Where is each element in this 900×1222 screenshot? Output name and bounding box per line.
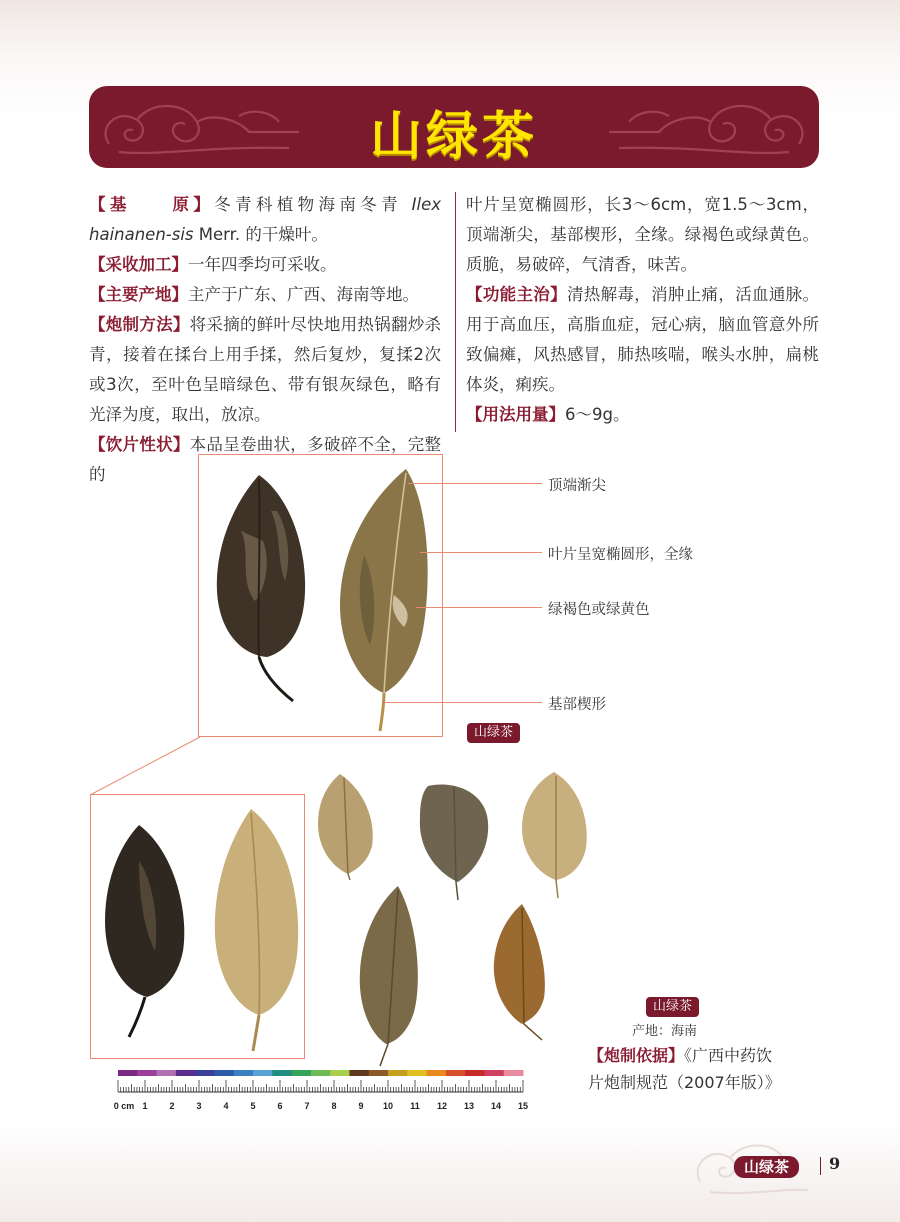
ruler-color-swatch: [176, 1070, 196, 1076]
process-label: 【炮制方法】: [89, 315, 190, 334]
ruler-color-swatch: [234, 1070, 254, 1076]
ruler-color-swatch: [349, 1070, 369, 1076]
ruler-color-swatch: [407, 1070, 427, 1076]
ruler-color-swatch: [214, 1070, 234, 1076]
ruler-tick-label: 4: [223, 1101, 229, 1111]
ruler-color-swatch: [465, 1070, 485, 1076]
ruler-color-swatch: [195, 1070, 215, 1076]
origin-text-a: 冬青科植物海南冬青: [214, 195, 403, 214]
ruler-color-swatch: [272, 1070, 292, 1076]
callout-line-base: [384, 702, 542, 703]
slice-continued: 叶片呈宽椭圆形，长3～6cm，宽1.5～3cm，顶端渐尖，基部楔形，全缘。绿褐色或绿黄色。质脆，易破碎，气清香，味苦。: [466, 195, 819, 274]
ruler-color-swatch: [118, 1070, 138, 1076]
region-label: 【主要产地】: [89, 285, 188, 304]
ruler-tick-label: 6: [277, 1101, 283, 1111]
slice-label: 【饮片性状】: [89, 435, 190, 454]
callout-tip: 顶端渐尖: [548, 478, 606, 494]
ruler-tick-label: 5: [250, 1101, 256, 1111]
ruler-tick-label: 2: [169, 1101, 175, 1111]
footer-title-tag: 山绿茶: [734, 1156, 799, 1178]
ruler-color-swatch: [157, 1070, 177, 1076]
ruler-color-swatch: [330, 1070, 350, 1076]
text-column-left: [89, 190, 441, 490]
ruler-tick-label: 10: [382, 1101, 394, 1111]
ruler-tick-label: 1: [142, 1101, 148, 1111]
harvest-paragraph: [89, 250, 441, 280]
page-number: 9: [829, 1154, 841, 1173]
slice-text-a: 本品呈卷曲状，多破碎不全，完整的: [89, 435, 442, 484]
text-column-right: [466, 190, 819, 430]
callout-line-tip: [408, 483, 542, 484]
dosage-paragraph: [466, 400, 819, 430]
scattered-leaf-2-image: [414, 778, 494, 904]
title-banner: [89, 86, 819, 168]
process-text: 将采摘的鲜叶尽快地用热锅翻炒杀青，接着在揉台上用手揉，然后复炒，复揉2次或3次，至叶色呈暗绿色、带有银灰绿色，略有光泽为度，取出，放凉。: [89, 315, 442, 424]
scattered-leaf-1-image: [316, 770, 378, 882]
ruler-color-swatch: [446, 1070, 466, 1076]
light-leaf-image: [334, 465, 434, 735]
callout-color: 绿褐色或绿黄色: [548, 602, 650, 618]
ruler-tick-label: 12: [436, 1101, 448, 1111]
harvest-text: 一年四季均可采收。: [188, 255, 337, 274]
photo-tag: 山绿茶: [467, 723, 520, 743]
basis-text: 《广西中药饮片炮制规范（2007年版）》: [588, 1046, 781, 1092]
harvest-label: 【采收加工】: [89, 255, 188, 274]
ruler-tick-label: 0 cm: [113, 1101, 135, 1111]
callout-line-shape: [420, 552, 542, 553]
ruler-tick-label: 15: [517, 1101, 529, 1111]
dark-leaf-closeup-image: [99, 821, 189, 1041]
callout-shape: 叶片呈宽椭圆形，全缘: [548, 547, 693, 563]
ruler-tick-label: 9: [358, 1101, 364, 1111]
ruler-color-swatch: [484, 1070, 504, 1076]
ruler-tick-label: 8: [331, 1101, 337, 1111]
light-leaf-closeup-image: [209, 805, 305, 1055]
leaf-photo-detail: [198, 454, 443, 737]
ruler-tick-label: 3: [196, 1101, 202, 1111]
ruler-color-swatch: [253, 1070, 273, 1076]
specimen-tag: 山绿茶: [646, 997, 699, 1017]
ruler-tick-label: 11: [410, 1101, 420, 1111]
scattered-leaf-5-image: [488, 900, 552, 1042]
scattered-leaf-4-image: [354, 882, 424, 1068]
ruler-color-swatch: [292, 1070, 312, 1076]
scattered-leaf-3-image: [518, 768, 592, 900]
dosage-text: 6～9g。: [565, 405, 630, 424]
basis-label: 【炮制依据】: [588, 1046, 685, 1065]
function-text: 清热解毒，消肿止痛，活血通脉。用于高血压，高脂血症，冠心病，脑血管意外所致偏瘫，风热感冒，肺热咳喘，喉头水肿，扁桃体炎，痢疾。: [466, 285, 820, 394]
origin-paragraph: [89, 190, 441, 250]
page-title: 山绿茶: [369, 107, 538, 167]
color-ruler: [110, 1068, 530, 1118]
leaf-photo-closeup: [90, 794, 305, 1059]
ruler-color-swatch: [369, 1070, 389, 1076]
region-text: 主产于广东、广西、海南等地。: [188, 285, 419, 304]
column-divider: [455, 192, 456, 432]
ruler-color-swatch: [427, 1070, 447, 1076]
ruler-color-swatch: [137, 1070, 157, 1076]
processing-basis: [588, 1042, 781, 1096]
zoom-connector: [88, 735, 203, 797]
function-label: 【功能主治】: [466, 285, 567, 304]
ruler-tick-label: 7: [304, 1101, 310, 1111]
ruler-tick-label: 14: [490, 1101, 502, 1111]
origin-label: 【基 原】: [89, 195, 215, 214]
ruler-color-swatch: [504, 1070, 524, 1076]
dosage-label: 【用法用量】: [466, 405, 565, 424]
dark-leaf-image: [211, 471, 311, 703]
footer-separator: [820, 1157, 821, 1175]
ruler-tick-label: 13: [463, 1101, 475, 1111]
region-paragraph: [89, 280, 441, 310]
origin-latin: Ilex hainanen-sis: [89, 195, 442, 244]
process-paragraph: [89, 310, 441, 430]
callout-line-color: [416, 607, 542, 608]
function-paragraph: [466, 280, 819, 400]
callout-base: 基部楔形: [548, 697, 606, 713]
specimen-origin: 产地：海南: [632, 1024, 698, 1039]
ruler-color-swatch: [311, 1070, 331, 1076]
origin-text-b: Merr. 的干燥叶。: [198, 225, 328, 244]
ruler-color-swatch: [388, 1070, 408, 1076]
